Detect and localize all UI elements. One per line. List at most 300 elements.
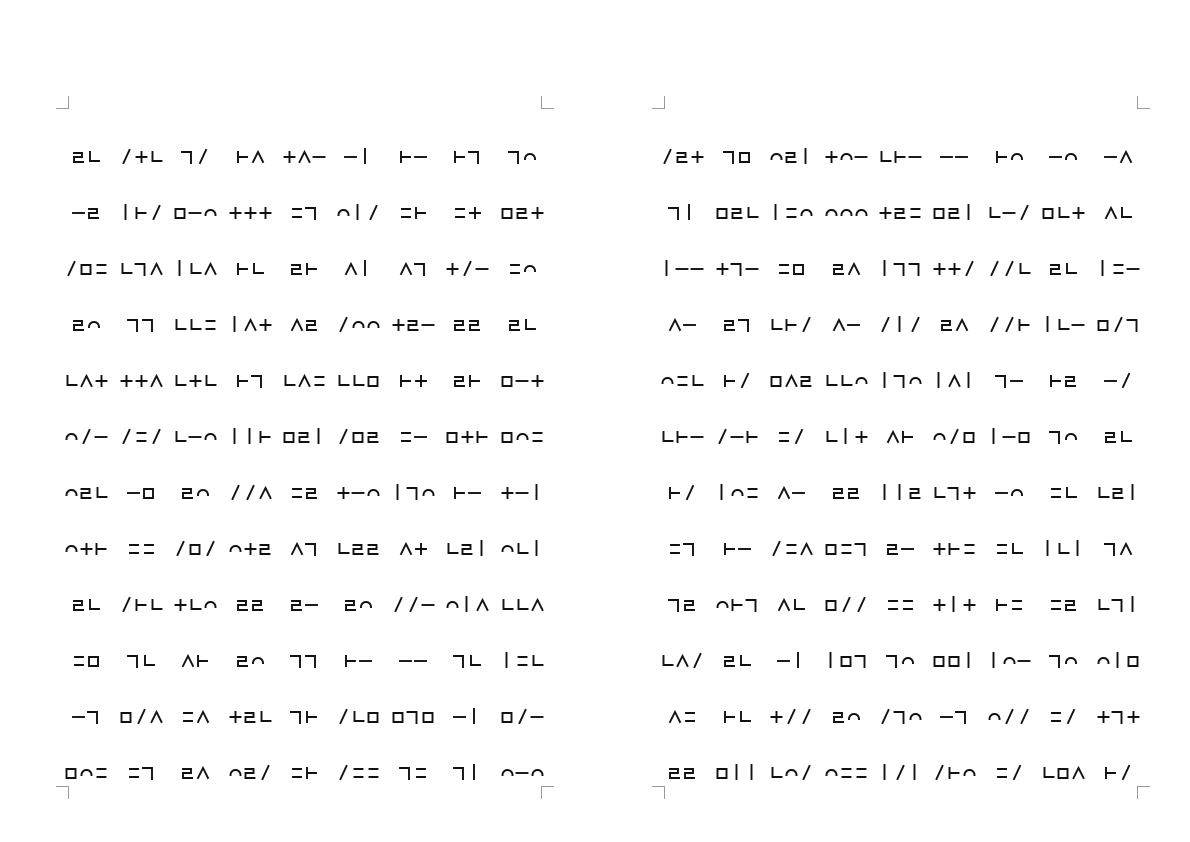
glyph-icon	[118, 201, 166, 223]
glyph-icon	[1095, 481, 1143, 503]
glyph-icon	[444, 145, 492, 167]
glyph-icon	[931, 425, 979, 447]
glyph-icon	[1040, 481, 1088, 503]
glyph-icon	[659, 537, 707, 559]
glyph-stroke	[208, 542, 214, 555]
glyph-stroke	[128, 320, 137, 331]
glyph-stroke	[502, 209, 511, 218]
glyph-stroke	[991, 318, 997, 331]
glyph-stroke	[455, 152, 464, 162]
glyph-stroke	[910, 489, 919, 498]
glyph-stroke	[1044, 209, 1053, 218]
glyph-cell	[1092, 520, 1146, 576]
glyph-cell	[114, 576, 168, 632]
glyph-stroke	[400, 768, 409, 779]
glyph-stroke	[503, 600, 512, 609]
glyph-icon	[63, 145, 111, 167]
glyph-stroke	[253, 152, 263, 162]
glyph-stroke	[950, 657, 959, 666]
glyph-stroke	[292, 320, 302, 330]
glyph-cell	[874, 520, 928, 576]
glyph-icon	[172, 593, 220, 615]
glyph-stroke	[1006, 710, 1012, 723]
glyph-cell	[169, 240, 223, 296]
glyph-cell	[441, 520, 495, 576]
glyph-stroke	[991, 262, 997, 275]
glyph-cell	[169, 688, 223, 744]
glyph-stroke	[307, 321, 316, 330]
glyph-icon	[877, 257, 925, 279]
glyph-stroke	[678, 432, 687, 442]
glyph-icon	[335, 537, 383, 559]
glyph-cell	[223, 688, 277, 744]
glyph-cell	[114, 240, 168, 296]
glyph-stroke	[1021, 206, 1027, 219]
glyph-cell	[60, 688, 114, 744]
glyph-stroke	[956, 712, 965, 723]
glyph-stroke	[841, 154, 851, 159]
glyph-icon	[714, 145, 762, 167]
glyph-stroke	[306, 544, 315, 555]
glyph-cell	[710, 296, 764, 352]
glyph-stroke	[416, 376, 426, 386]
glyph-icon	[335, 425, 383, 447]
glyph-cell	[332, 408, 386, 464]
glyph-icon	[390, 481, 438, 503]
glyph-stroke	[393, 320, 403, 330]
glyph-icon	[444, 369, 492, 391]
glyph-stroke	[67, 434, 77, 439]
glyph-stroke	[238, 376, 247, 386]
glyph-cell	[874, 352, 928, 408]
glyph-stroke	[935, 544, 945, 554]
glyph-icon	[227, 649, 275, 671]
glyph-stroke	[780, 433, 788, 441]
glyph-stroke	[772, 154, 782, 159]
glyph-stroke	[989, 714, 999, 719]
glyph-icon	[118, 761, 166, 783]
glyph-icon	[335, 313, 383, 335]
glyph-stroke	[694, 376, 703, 385]
glyph-stroke	[471, 656, 480, 665]
glyph-cell	[169, 632, 223, 688]
glyph-stroke	[724, 152, 733, 163]
glyph-stroke	[184, 713, 192, 721]
glyph-cell	[496, 520, 550, 576]
glyph-stroke	[748, 208, 757, 217]
glyph-stroke	[887, 656, 896, 667]
glyph-cell	[496, 352, 550, 408]
glyph-icon	[172, 201, 220, 223]
glyph-stroke	[68, 376, 77, 385]
glyph-icon	[714, 201, 762, 223]
glyph-cell	[765, 240, 819, 296]
glyph-stroke	[739, 320, 748, 331]
glyph-cell	[1037, 352, 1091, 408]
glyph-stroke	[725, 544, 734, 554]
glyph-stroke	[678, 153, 687, 162]
glyph-icon	[118, 705, 166, 727]
glyph-stroke	[935, 657, 944, 666]
glyph-stroke	[478, 432, 487, 442]
glyph-icon	[63, 761, 111, 783]
glyph-stroke	[533, 433, 541, 441]
glyph-stroke	[408, 321, 417, 330]
glyph-cell	[332, 576, 386, 632]
glyph-cell	[496, 296, 550, 352]
glyph-icon	[986, 481, 1034, 503]
glyph-stroke	[842, 376, 851, 385]
glyph-icon	[1040, 201, 1088, 223]
glyph-stroke	[509, 152, 518, 163]
glyph-cell	[710, 576, 764, 632]
glyph-cell	[1092, 240, 1146, 296]
glyph-cell	[60, 184, 114, 240]
glyph-icon	[172, 257, 220, 279]
glyph-stroke	[858, 598, 864, 611]
glyph-cell	[710, 520, 764, 576]
glyph-icon	[118, 145, 166, 167]
glyph-stroke	[341, 766, 347, 779]
glyph-icon	[877, 425, 925, 447]
glyph-icon	[390, 201, 438, 223]
glyph-stroke	[463, 432, 473, 442]
glyph-cell	[1092, 184, 1146, 240]
glyph-stroke	[74, 153, 83, 162]
glyph-icon	[659, 313, 707, 335]
glyph-icon	[659, 481, 707, 503]
glyph-cell	[60, 240, 114, 296]
glyph-cell	[169, 744, 223, 800]
glyph-cell	[496, 184, 550, 240]
glyph-cell	[114, 520, 168, 576]
glyph-icon	[444, 425, 492, 447]
glyph-stroke	[888, 432, 898, 442]
glyph-stroke	[787, 770, 797, 775]
glyph-stroke	[416, 544, 426, 554]
glyph-stroke	[299, 376, 309, 386]
glyph-icon	[444, 649, 492, 671]
glyph-stroke	[293, 769, 301, 777]
glyph-stroke	[393, 713, 402, 722]
glyph-stroke	[1112, 712, 1121, 723]
glyph-stroke	[894, 264, 903, 275]
glyph-stroke	[354, 545, 363, 554]
glyph-stroke	[967, 262, 973, 275]
glyph-icon	[227, 313, 275, 335]
glyph-icon	[227, 201, 275, 223]
glyph-cell	[169, 408, 223, 464]
glyph-stroke	[725, 321, 734, 330]
glyph-icon	[227, 761, 275, 783]
glyph-cell	[223, 352, 277, 408]
glyph-cell	[496, 408, 550, 464]
glyph-stroke	[232, 486, 238, 499]
glyph-cell	[60, 520, 114, 576]
glyph-cell	[223, 296, 277, 352]
glyph-stroke	[1113, 489, 1122, 498]
glyph-stroke	[1098, 658, 1108, 663]
glyph-icon	[1040, 425, 1088, 447]
glyph-stroke	[670, 769, 679, 778]
glyph-cell	[387, 688, 441, 744]
glyph-cell	[1092, 128, 1146, 184]
glyph-cell	[332, 688, 386, 744]
glyph-cell	[983, 520, 1037, 576]
glyph-icon	[714, 481, 762, 503]
glyph-icon	[1040, 145, 1088, 167]
glyph-stroke	[1098, 321, 1107, 330]
glyph-cell	[710, 688, 764, 744]
crop-mark-top-left	[56, 96, 69, 109]
glyph-stroke	[339, 488, 349, 498]
glyph-cell	[1092, 632, 1146, 688]
glyph-stroke	[517, 434, 527, 439]
glyph-stroke	[725, 712, 734, 722]
glyph-icon	[172, 425, 220, 447]
glyph-cell	[60, 296, 114, 352]
glyph-icon	[768, 481, 816, 503]
glyph-stroke	[950, 209, 959, 218]
glyph-icon	[499, 257, 547, 279]
glyph-stroke	[138, 710, 144, 723]
glyph-cell	[765, 408, 819, 464]
glyph-stroke	[1066, 601, 1075, 610]
glyph-icon	[986, 257, 1034, 279]
glyph-cell	[656, 128, 710, 184]
glyph-icon	[63, 593, 111, 615]
glyph-stroke	[306, 656, 315, 667]
glyph-cell	[387, 352, 441, 408]
glyph-stroke	[238, 601, 247, 610]
glyph-icon	[877, 481, 925, 503]
glyph-cell	[169, 464, 223, 520]
glyph-stroke	[307, 489, 316, 498]
glyph-stroke	[284, 152, 294, 162]
glyph-icon	[390, 145, 438, 167]
glyph-cell	[983, 128, 1037, 184]
glyph-stroke	[1127, 320, 1136, 331]
glyph-icon	[823, 425, 871, 447]
glyph-stroke	[1045, 768, 1054, 777]
glyph-stroke	[502, 488, 512, 498]
glyph-cell	[874, 408, 928, 464]
glyph-stroke	[882, 710, 888, 723]
glyph-icon	[63, 481, 111, 503]
glyph-cell	[441, 688, 495, 744]
glyph-stroke	[206, 602, 216, 607]
glyph-stroke	[97, 376, 107, 386]
glyph-stroke	[369, 545, 378, 554]
glyph-stroke	[417, 769, 425, 777]
glyph-stroke	[773, 768, 782, 777]
glyph-stroke	[230, 208, 240, 218]
glyph-cell	[441, 184, 495, 240]
glyph-cell	[874, 632, 928, 688]
glyph-stroke	[470, 376, 479, 386]
glyph-stroke	[511, 265, 519, 273]
glyph-stroke	[1099, 488, 1108, 497]
glyph-icon	[768, 313, 816, 335]
glyph-cell	[1037, 184, 1091, 240]
glyph-icon	[714, 649, 762, 671]
glyph-icon	[877, 649, 925, 671]
crop-mark-top-left	[652, 96, 665, 109]
glyph-stroke	[245, 713, 254, 722]
glyph-stroke	[1006, 262, 1012, 275]
glyph-cell	[1092, 688, 1146, 744]
glyph-cell	[656, 408, 710, 464]
glyph-cell	[223, 520, 277, 576]
glyph-stroke	[795, 600, 804, 609]
glyph-icon	[768, 201, 816, 223]
glyph-cell	[710, 408, 764, 464]
glyph-cell	[332, 632, 386, 688]
glyph-icon	[227, 537, 275, 559]
glyph-stroke	[717, 602, 727, 607]
glyph-icon	[499, 537, 547, 559]
glyph-stroke	[903, 432, 912, 442]
glyph-icon	[444, 257, 492, 279]
glyph-stroke	[230, 546, 240, 551]
glyph-icon	[768, 145, 816, 167]
glyph-stroke	[260, 432, 269, 442]
glyph-stroke	[84, 430, 90, 443]
glyph-stroke	[1052, 489, 1060, 497]
glyph-stroke	[395, 598, 401, 611]
glyph-icon	[444, 761, 492, 783]
glyph-cell	[874, 464, 928, 520]
glyph-stroke	[950, 544, 959, 554]
glyph-icon	[118, 425, 166, 447]
glyph-cell	[928, 632, 982, 688]
glyph-stroke	[130, 769, 138, 777]
glyph-stroke	[341, 430, 347, 443]
glyph-stroke	[1068, 710, 1074, 723]
glyph-icon	[714, 705, 762, 727]
glyph-icon	[1040, 257, 1088, 279]
glyph-cell	[1037, 688, 1091, 744]
glyph-stroke	[533, 656, 542, 665]
glyph-cell	[819, 296, 873, 352]
glyph-cell	[278, 408, 332, 464]
glyph-stroke	[842, 545, 850, 553]
glyph-stroke	[856, 432, 866, 442]
glyph-stroke	[176, 209, 185, 218]
glyph-cell	[441, 240, 495, 296]
glyph-icon	[931, 313, 979, 335]
glyph-icon	[118, 593, 166, 615]
glyph-cell	[765, 744, 819, 800]
glyph-stroke	[245, 544, 255, 554]
glyph-stroke	[401, 544, 411, 554]
glyph-cell	[387, 520, 441, 576]
glyph-stroke	[369, 490, 379, 495]
glyph-cell	[60, 464, 114, 520]
glyph-cell	[223, 632, 277, 688]
glyph-stroke	[804, 710, 810, 723]
glyph-cell	[983, 632, 1037, 688]
glyph-icon	[823, 313, 871, 335]
glyph-stroke	[1004, 658, 1014, 663]
glyph-cell	[983, 576, 1037, 632]
glyph-stroke	[1052, 601, 1060, 609]
glyph-stroke	[346, 264, 356, 274]
glyph-cell	[983, 352, 1037, 408]
glyph-stroke	[990, 208, 999, 217]
glyph-stroke	[299, 433, 308, 442]
glyph-stroke	[1013, 544, 1022, 553]
glyph-stroke	[841, 657, 850, 666]
glyph-stroke	[532, 770, 542, 775]
glyph-icon	[659, 201, 707, 223]
glyph-stroke	[881, 152, 890, 161]
glyph-stroke	[137, 433, 145, 441]
glyph-stroke	[748, 489, 756, 497]
glyph-stroke	[772, 712, 782, 722]
glyph-cell	[928, 576, 982, 632]
glyph-stroke	[1013, 601, 1021, 609]
glyph-stroke	[679, 377, 687, 385]
glyph-stroke	[804, 318, 810, 331]
glyph-stroke	[145, 656, 154, 665]
glyph-stroke	[123, 598, 129, 611]
glyph-stroke	[671, 545, 679, 553]
glyph-cell	[278, 632, 332, 688]
glyph-stroke	[1060, 544, 1069, 553]
glyph-icon	[281, 481, 329, 503]
glyph-stroke	[1021, 710, 1027, 723]
glyph-stroke	[339, 210, 349, 215]
glyph-cell	[278, 688, 332, 744]
glyph-cell	[114, 688, 168, 744]
glyph-icon	[1095, 369, 1143, 391]
glyph-stroke	[904, 601, 912, 609]
glyph-stroke	[340, 376, 349, 385]
glyph-stroke	[88, 712, 97, 723]
glyph-icon	[390, 257, 438, 279]
glyph-icon	[931, 201, 979, 223]
glyph-icon	[823, 705, 871, 727]
glyph-icon	[931, 481, 979, 503]
glyph-cell	[496, 744, 550, 800]
glyph-stroke	[950, 768, 959, 778]
glyph-stroke	[1051, 265, 1060, 274]
glyph-stroke	[245, 208, 255, 218]
glyph-stroke	[369, 322, 379, 327]
glyph-stroke	[292, 601, 301, 610]
glyph-stroke	[894, 712, 903, 723]
glyph-icon	[877, 705, 925, 727]
specimen-page-left	[60, 100, 550, 795]
glyph-cell	[819, 128, 873, 184]
glyph-stroke	[454, 768, 463, 779]
glyph-stroke	[470, 321, 479, 330]
glyph-icon	[659, 593, 707, 615]
glyph-stroke	[669, 600, 678, 611]
glyph-icon	[118, 481, 166, 503]
glyph-icon	[714, 425, 762, 447]
glyph-stroke	[856, 210, 866, 215]
glyph-icon	[499, 313, 547, 335]
glyph-stroke	[788, 209, 796, 217]
glyph-icon	[227, 593, 275, 615]
glyph-stroke	[123, 150, 129, 163]
glyph-icon	[931, 145, 979, 167]
glyph-icon	[444, 593, 492, 615]
glyph-cell	[169, 576, 223, 632]
glyph-cell	[441, 296, 495, 352]
